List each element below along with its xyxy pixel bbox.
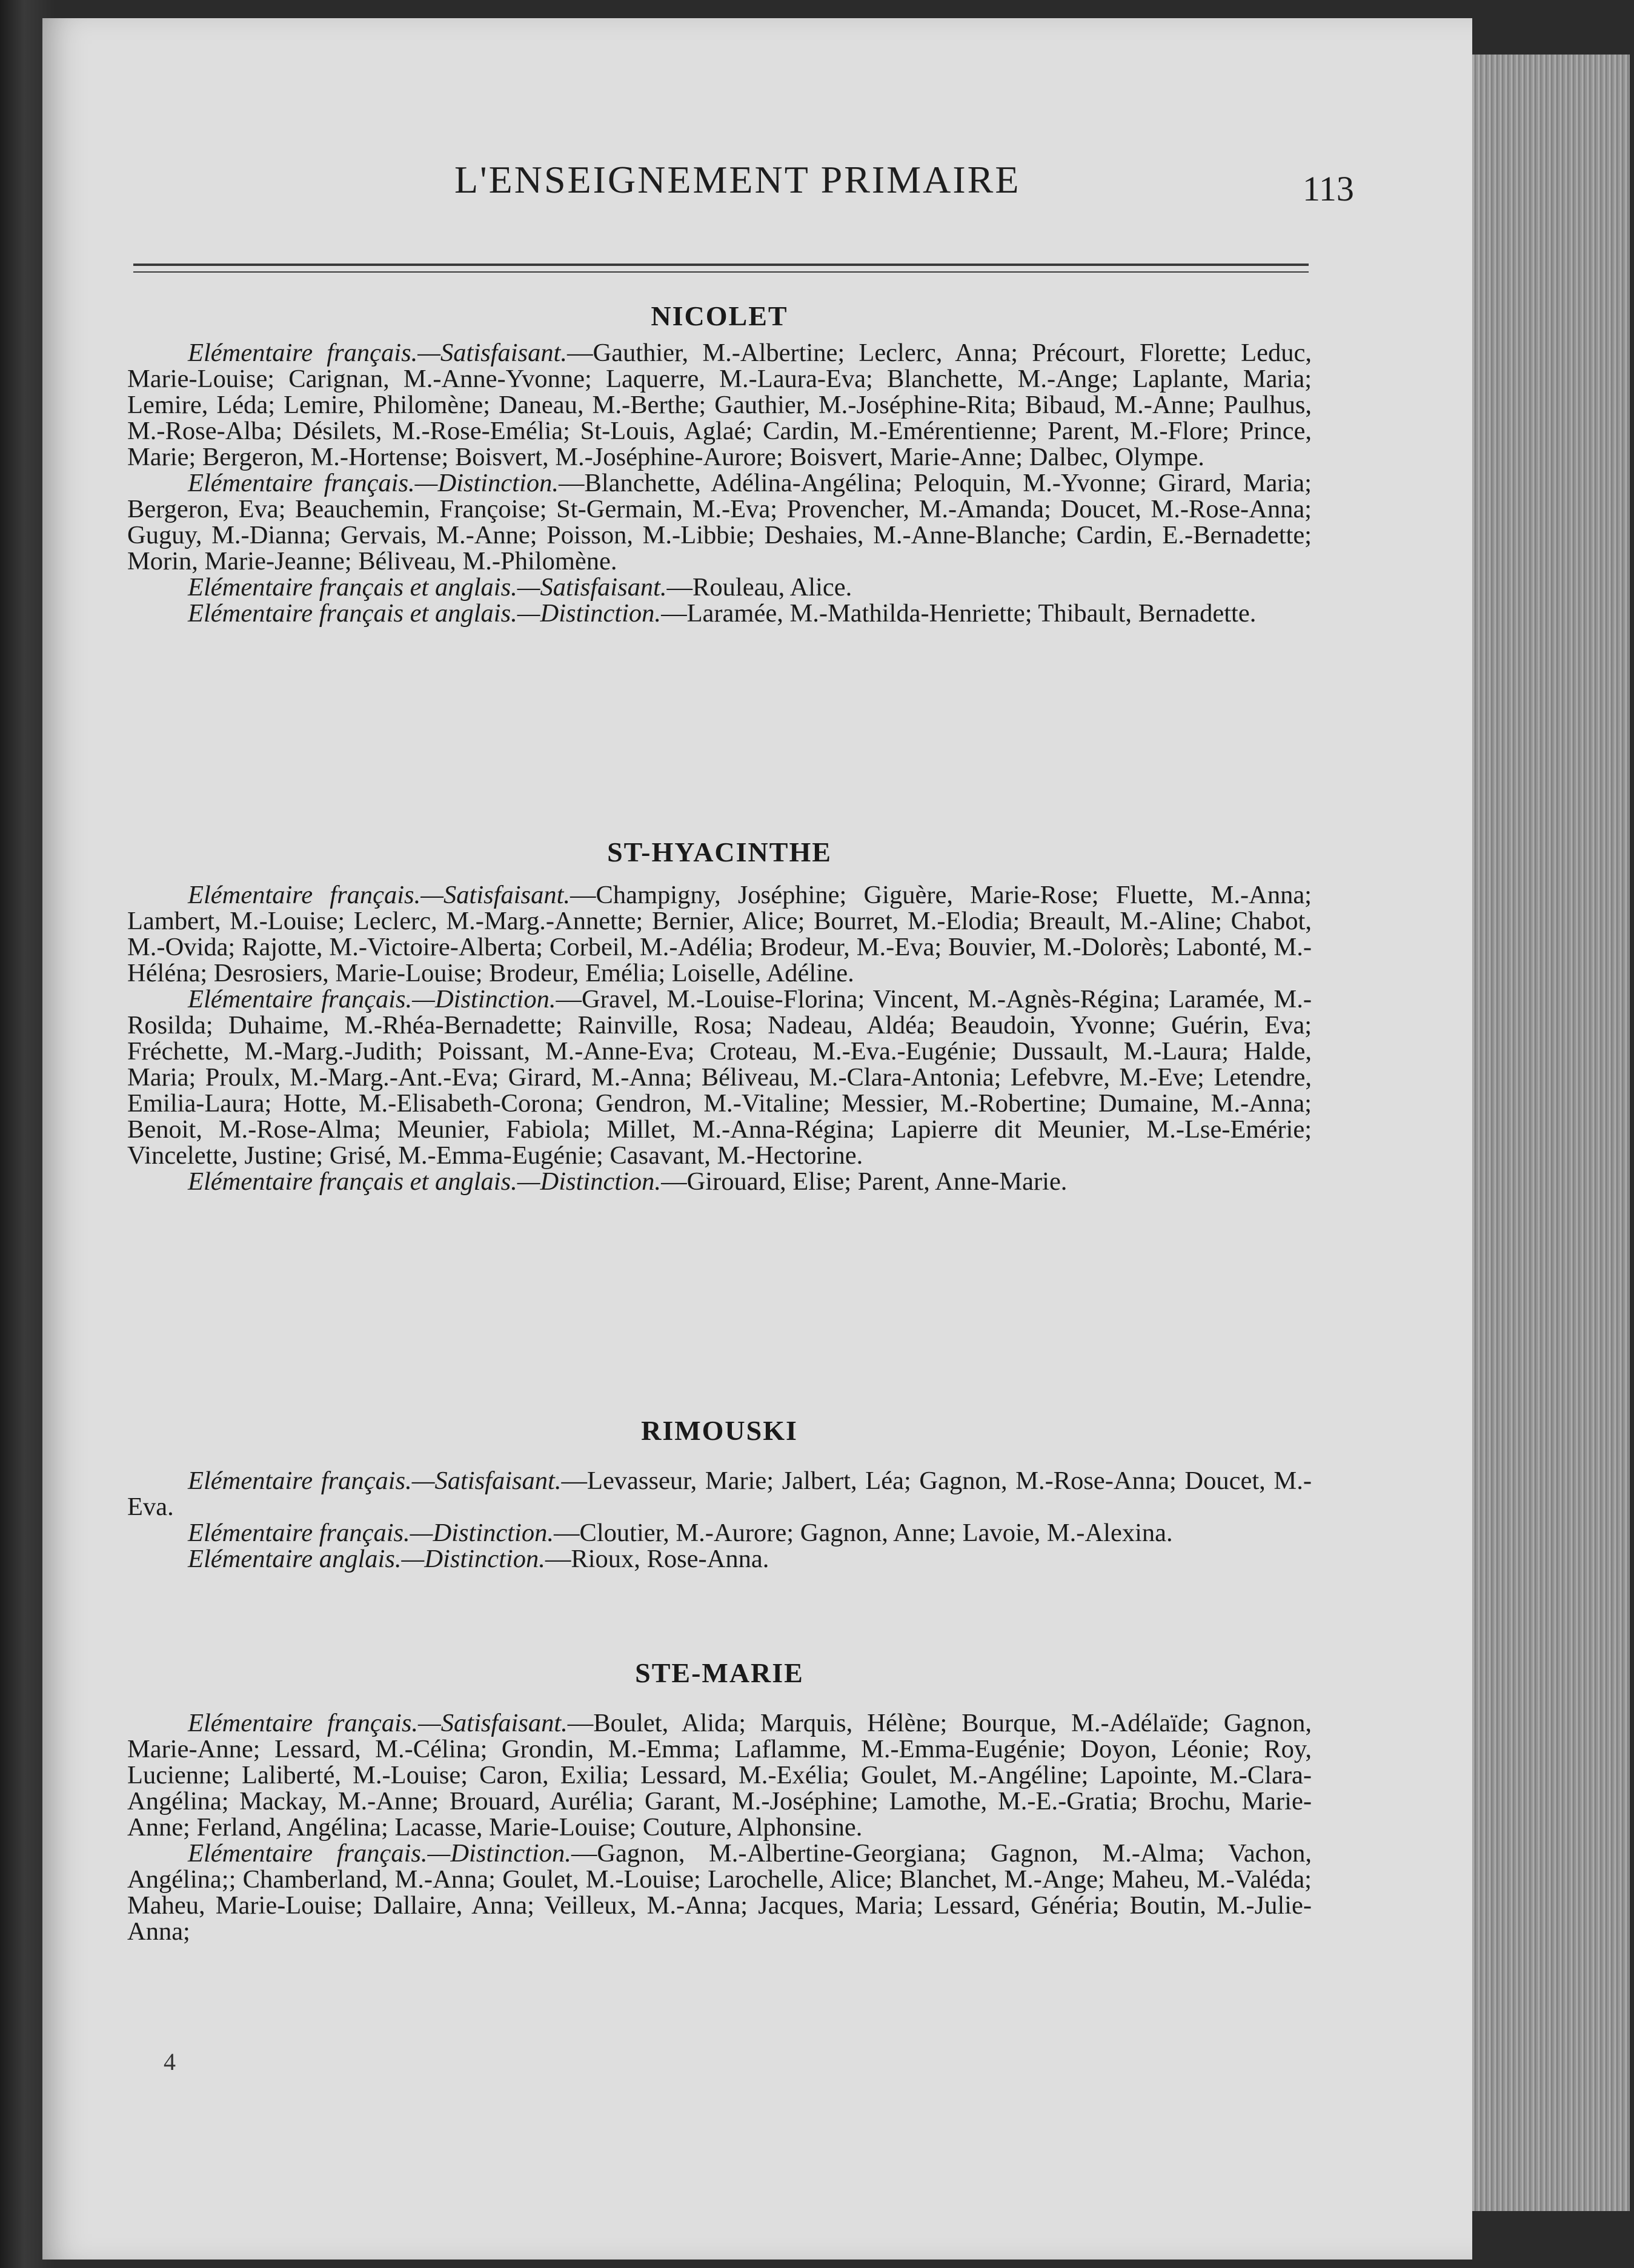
entry-text: —Gravel, M.-Louise-Florina; Vincent, M.-Agnès-Régina; Laramée, M.-Rosilda; Duhaime, M.-Rhéa-Bernadette; Rainville, Rosa; Nadeau, Aldéa; Beaudoin, Yvonne; Guérin, Eva; Fréchette, M.-Marg.-Judith; Poissant, M.-Anne-Eva; Croteau, M.-Eva.-Eugénie; Dussault, M.-Laura; Halde, Maria; Proulx, M.-Marg.-Ant.-Eva; Girard, M.-Anna; Béliveau, M.-Clara-Antonia; Lefebvre, M.-Eve; Letendre, Emilia-Laura; Hotte, M.-Elisabeth-Corona; Gendron, M.-Vitaline; Messier, M.-Robertine; Dumaine, M.-Anna; Benoit, M.-Rose-Alma; Meunier, Fabiola; Millet, M.-Anna-Régina; Lapierre dit Meunier, M.-Lse-Emérie; Vincelette, Justine; Grisé, M.-Emma-Eugénie; Casavant, M.-Hectorine.	[127, 985, 1312, 1170]
book-page-edges	[1466, 55, 1630, 2211]
section-title: RIMOUSKI	[641, 1415, 798, 1446]
entry	[127, 1468, 1312, 1520]
section-st-hyacinthe	[127, 839, 1312, 1195]
entry-text: —Laramée, M.-Mathilda-Henriette; Thibault, Bernadette.	[661, 599, 1257, 628]
entry-category: Elémentaire français.—Distinction.	[188, 1519, 554, 1547]
entry-category: Elémentaire français.—Distinction.	[188, 1839, 571, 1868]
entry-text: —Levasseur, Marie; Jalbert, Léa; Gagnon, M.-Rose-Anna; Doucet, M.-Eva.	[127, 1467, 1312, 1521]
entry-text: —Cloutier, M.-Aurore; Gagnon, Anne; Lavoie, M.-Alexina.	[554, 1519, 1173, 1547]
page-number: 113	[1303, 169, 1354, 208]
entry	[127, 600, 1312, 626]
section-rimouski	[127, 1415, 1312, 1573]
entry-category: Elémentaire français et anglais.—Distinction.	[188, 1167, 662, 1196]
entry	[127, 1546, 1312, 1572]
running-title: L'ENSEIGNEMENT PRIMAIRE	[454, 158, 1021, 201]
entry-category: Elémentaire anglais.—Distinction.	[188, 1545, 545, 1573]
entry	[127, 340, 1312, 470]
entry-category: Elémentaire français et anglais.—Distinction.	[188, 599, 662, 628]
entry	[127, 1520, 1312, 1546]
entry-category: Elémentaire français.—Satisfaisant.	[188, 1709, 568, 1737]
entry	[127, 1840, 1312, 1945]
entry	[127, 574, 1312, 600]
entry-category: Elémentaire français.—Satisfaisant.	[188, 881, 571, 909]
entry-text: —Gagnon, M.-Albertine-Georgiana; Gagnon, M.-Alma; Vachon, Angélina;; Chamberland, M.-Anna; Goulet, M.-Louise; Larochelle, Alice; Blanchet, M.-Ange; Maheu, M.-Valéda; Maheu, Marie-Louise; Dallaire, Anna; Veilleux, M.-Anna; Jacques, Maria; Lessard, Généria; Boutin, M.-Julie-Anna;	[127, 1839, 1312, 1946]
entry-category: Elémentaire français.—Satisfaisant.	[188, 339, 568, 367]
entry-text: —Blanchette, Adélina-Angélina; Peloquin, M.-Yvonne; Girard, Maria; Bergeron, Eva; Beauchemin, Françoise; St-Germain, M.-Eva; Provencher, M.-Amanda; Doucet, M.-Rose-Anna; Guguy, M.-Dianna; Gervais, M.-Anne; Poisson, M.-Libbie; Deshaies, M.-Anne-Blanche; Cardin, E.-Bernadette; Morin, Marie-Jeanne; Béliveau, M.-Philomène.	[127, 469, 1312, 575]
entry-text: —Champigny, Joséphine; Giguère, Marie-Rose; Fluette, M.-Anna; Lambert, M.-Louise; Leclerc, M.-Marg.-Annette; Bernier, Alice; Bourret, M.-Elodia; Breault, M.-Aline; Chabot, M.-Ovida; Rajotte, M.-Victoire-Alberta; Corbeil, M.-Adélia; Brodeur, M.-Eva; Bouvier, M.-Dolorès; Labonté, M.-Héléna; Desrosiers, Marie-Louise; Brodeur, Emélia; Loiselle, Adéline.	[127, 881, 1312, 987]
entry-text: —Boulet, Alida; Marquis, Hélène; Bourque, M.-Adélaïde; Gagnon, Marie-Anne; Lessard, M.-Célina; Grondin, M.-Emma; Laflamme, M.-Emma-Eugénie; Doyon, Léonie; Roy, Lucienne; Laliberté, M.-Louise; Caron, Exilia; Lessard, M.-Exélia; Goulet, M.-Angéline; Lapointe, M.-Clara-Angélina; Mackay, M.-Anne; Brouard, Aurélia; Garant, M.-Joséphine; Lamothe, M.-E.-Gratia; Brochu, Marie-Anne; Ferland, Angélina; Lacasse, Marie-Louise; Couture, Alphonsine.	[127, 1709, 1312, 1842]
section-title: NICOLET	[651, 300, 788, 331]
entry	[127, 470, 1312, 574]
entry-text: —Gauthier, M.-Albertine; Leclerc, Anna; Précourt, Florette; Leduc, Marie-Louise; Carignan, M.-Anne-Yvonne; Laquerre, M.-Laura-Eva; Blanchette, M.-Ange; Laplante, Maria; Lemire, Léda; Lemire, Philomène; Daneau, M.-Berthe; Gauthier, M.-Joséphine-Rita; Bibaud, M.-Anne; Paulhus, M.-Rose-Alba; Désilets, M.-Rose-Emélia; St-Louis, Aglaé; Cardin, M.-Emérentienne; Parent, M.-Flore; Prince, Marie; Bergeron, M.-Hortense; Boisvert, M.-Joséphine-Aurore; Boisvert, Marie-Anne; Dalbec, Olympe.	[127, 339, 1312, 471]
entry	[127, 882, 1312, 986]
section-nicolet	[127, 300, 1312, 628]
section-title: ST-HYACINTHE	[607, 837, 832, 867]
entry	[127, 986, 1312, 1169]
entry	[127, 1169, 1312, 1195]
entry-text: —Rioux, Rose-Anna.	[545, 1545, 769, 1573]
section-title: STE-MARIE	[635, 1657, 804, 1688]
entry-category: Elémentaire français.—Distinction.	[188, 985, 556, 1013]
entry	[127, 1710, 1312, 1840]
section-ste-marie	[127, 1657, 1312, 1946]
entry-text: —Girouard, Elise; Parent, Anne-Marie.	[661, 1167, 1068, 1196]
entry-category: Elémentaire français.—Distinction.	[188, 469, 559, 497]
header-rule-thin	[133, 271, 1309, 273]
entry-category: Elémentaire français.—Satisfaisant.	[188, 1467, 562, 1495]
entry-category: Elémentaire français et anglais.—Satisfaisant.	[188, 573, 667, 602]
book-page	[42, 18, 1472, 2260]
header-rule	[133, 264, 1309, 266]
entry-text: —Rouleau, Alice.	[666, 573, 852, 602]
signature-mark: 4	[164, 2048, 176, 2075]
